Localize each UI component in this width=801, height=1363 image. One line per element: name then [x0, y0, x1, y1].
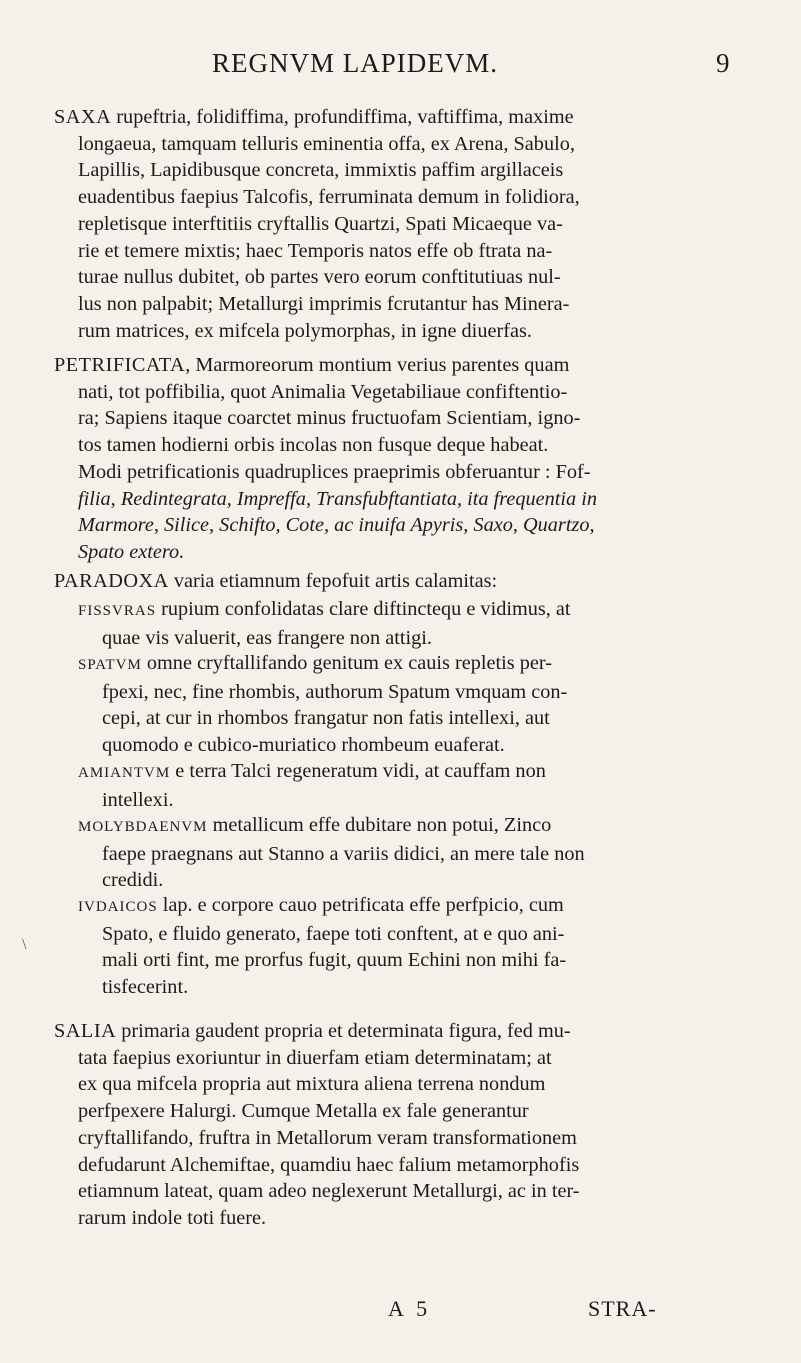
- lead-word: SALIA: [54, 1020, 117, 1042]
- lead-word: PETRIFICATA: [54, 354, 186, 376]
- text-line: euadentibus faepius Talcofis, ferruminata demum in folidiora,: [78, 186, 580, 209]
- page-number: 9: [716, 48, 730, 78]
- text-line: varia etiamnum fepofuit artis calamitas:: [168, 570, 498, 592]
- item-key: IVDAICOS: [78, 899, 158, 915]
- paradoxa-item-spatvm: [54, 650, 764, 759]
- text-line: quomodo e cubico-muriatico rhombeum euaferat.: [102, 734, 505, 757]
- paragraph-salia: [54, 1018, 764, 1232]
- text-line: rarum indole toti fuere.: [78, 1206, 267, 1229]
- paradoxa-item-ivdaicos: [54, 892, 764, 1001]
- text-line: lus non palpabit; Metallurgi imprimis fcrutantur has Minera-: [78, 292, 570, 315]
- paradoxa-item-amiantvm: [54, 758, 764, 813]
- text-line: filia, Redintegrata, Impreffa, Transfubftantiata, ita frequentia in: [78, 487, 598, 510]
- paragraph-saxa: [54, 104, 764, 344]
- text-line: tata faepius exoriuntur in diuerfam etiam determinatam; at: [78, 1046, 552, 1069]
- text-line: cepi, at cur in rhombos frangatur non fatis intellexi, aut: [102, 707, 550, 730]
- text-line: Spato extero.: [78, 540, 185, 563]
- item-key: AMIANTVM: [78, 765, 171, 781]
- text-line: faepe praegnans aut Stanno a variis didici, an mere tale non: [102, 842, 585, 865]
- text-line: longaeua, tamquam telluris eminentia offa, ex Arena, Sabulo,: [78, 132, 575, 155]
- item-key: MOLYBDAENVM: [78, 819, 208, 835]
- paragraph-petrificata: [54, 352, 764, 566]
- item-key: SPATVM: [78, 657, 142, 673]
- item-key: FISSVRAS: [78, 603, 157, 619]
- text-line: primaria gaudent propria et determinata figura, fed mu-: [116, 1020, 571, 1042]
- text-line: Modi petrificationis quadruplices praeprimis obferuantur : Fof-: [78, 460, 591, 483]
- paradoxa-item-molybdaenvm: [54, 812, 764, 894]
- text-line: tos tamen hodierni orbis incolas non fusque deque habeat.: [78, 434, 549, 457]
- text-line: perfpexere Halurgi. Cumque Metalla ex fale generantur: [78, 1100, 529, 1123]
- text-line: nati, tot poffibilia, quot Animalia Vegetabiliaue confiftentio-: [78, 380, 568, 403]
- text-line: intellexi.: [102, 788, 174, 811]
- paragraph-paradoxa: [54, 568, 764, 595]
- text-line: fpexi, nec, fine rhombis, authorum Spatum vmquam con-: [102, 680, 568, 703]
- text-line: omne cryftallifando genitum ex cauis repletis per-: [141, 652, 552, 674]
- text-line: quae vis valuerit, eas frangere non attigi.: [102, 626, 433, 649]
- text-line: rupeftria, folidiffima, profundiffima, vaftiffima, maxime: [111, 106, 574, 128]
- text-line: rie et temere mixtis; haec Temporis natos effe ob ftrata na-: [78, 239, 553, 262]
- paradoxa-item-fissvras: [54, 596, 764, 651]
- margin-mark: \: [22, 936, 27, 953]
- text-line: etiamnum lateat, quam adeo neglexerunt Metallurgi, ac in ter-: [78, 1180, 580, 1203]
- text-line: mali orti fint, me prorfus fugit, quum Echini non mihi fa-: [102, 949, 567, 972]
- text-line: , Marmoreorum montium verius parentes quam: [185, 354, 570, 376]
- text-line: credidi.: [102, 869, 164, 892]
- catchword: STRA-: [588, 1296, 657, 1321]
- text-line: ex qua mifcela propria aut mixtura aliena terrena nondum: [78, 1073, 546, 1096]
- text-line: rum matrices, ex mifcela polymorphas, in igne diuerfas.: [78, 319, 532, 342]
- text-line: Marmore, Silice, Schifto, Cote, ac inuifa Apyris, Saxo, Quartzo,: [78, 514, 595, 537]
- text-line: ra; Sapiens itaque coarctet minus fructuofam Scientiam, igno-: [78, 407, 581, 430]
- text-line: Lapillis, Lapidibusque concreta, immixtis paffim argillaceis: [78, 159, 564, 182]
- lead-word: PARADOXA: [54, 570, 169, 592]
- text-line: e terra Talci regeneratum vidi, at cauffam non: [170, 760, 546, 782]
- text-line: turae nullus dubitet, ob partes vero eorum conftitutiuas nul-: [78, 266, 561, 289]
- text-line: rupium confolidatas clare diftinctequ e vidimus, at: [156, 598, 571, 620]
- text-line: cryftallifando, fruftra in Metallorum veram transformationem: [78, 1126, 577, 1149]
- text-line: metallicum effe dubitare non potui, Zinco: [207, 814, 552, 836]
- text-line: Spato, e fluido generato, faepe toti conftent, at e quo ani-: [102, 922, 565, 945]
- lead-word: SAXA: [54, 106, 112, 128]
- running-title: REGNVM LAPIDEVM.: [212, 48, 498, 78]
- text-line: tisfecerint.: [102, 976, 189, 999]
- text-line: lap. e corpore cauo petrificata effe perfpicio, cum: [157, 894, 564, 916]
- signature-mark: A 5: [388, 1296, 432, 1321]
- text-line: defudarunt Alchemiftae, quamdiu haec falium metamorphofis: [78, 1153, 580, 1176]
- page-footer: [0, 1296, 801, 1330]
- text-line: repletisque interftitiis cryftallis Quartzi, Spati Micaeque va-: [78, 212, 563, 235]
- page-header: [0, 48, 801, 88]
